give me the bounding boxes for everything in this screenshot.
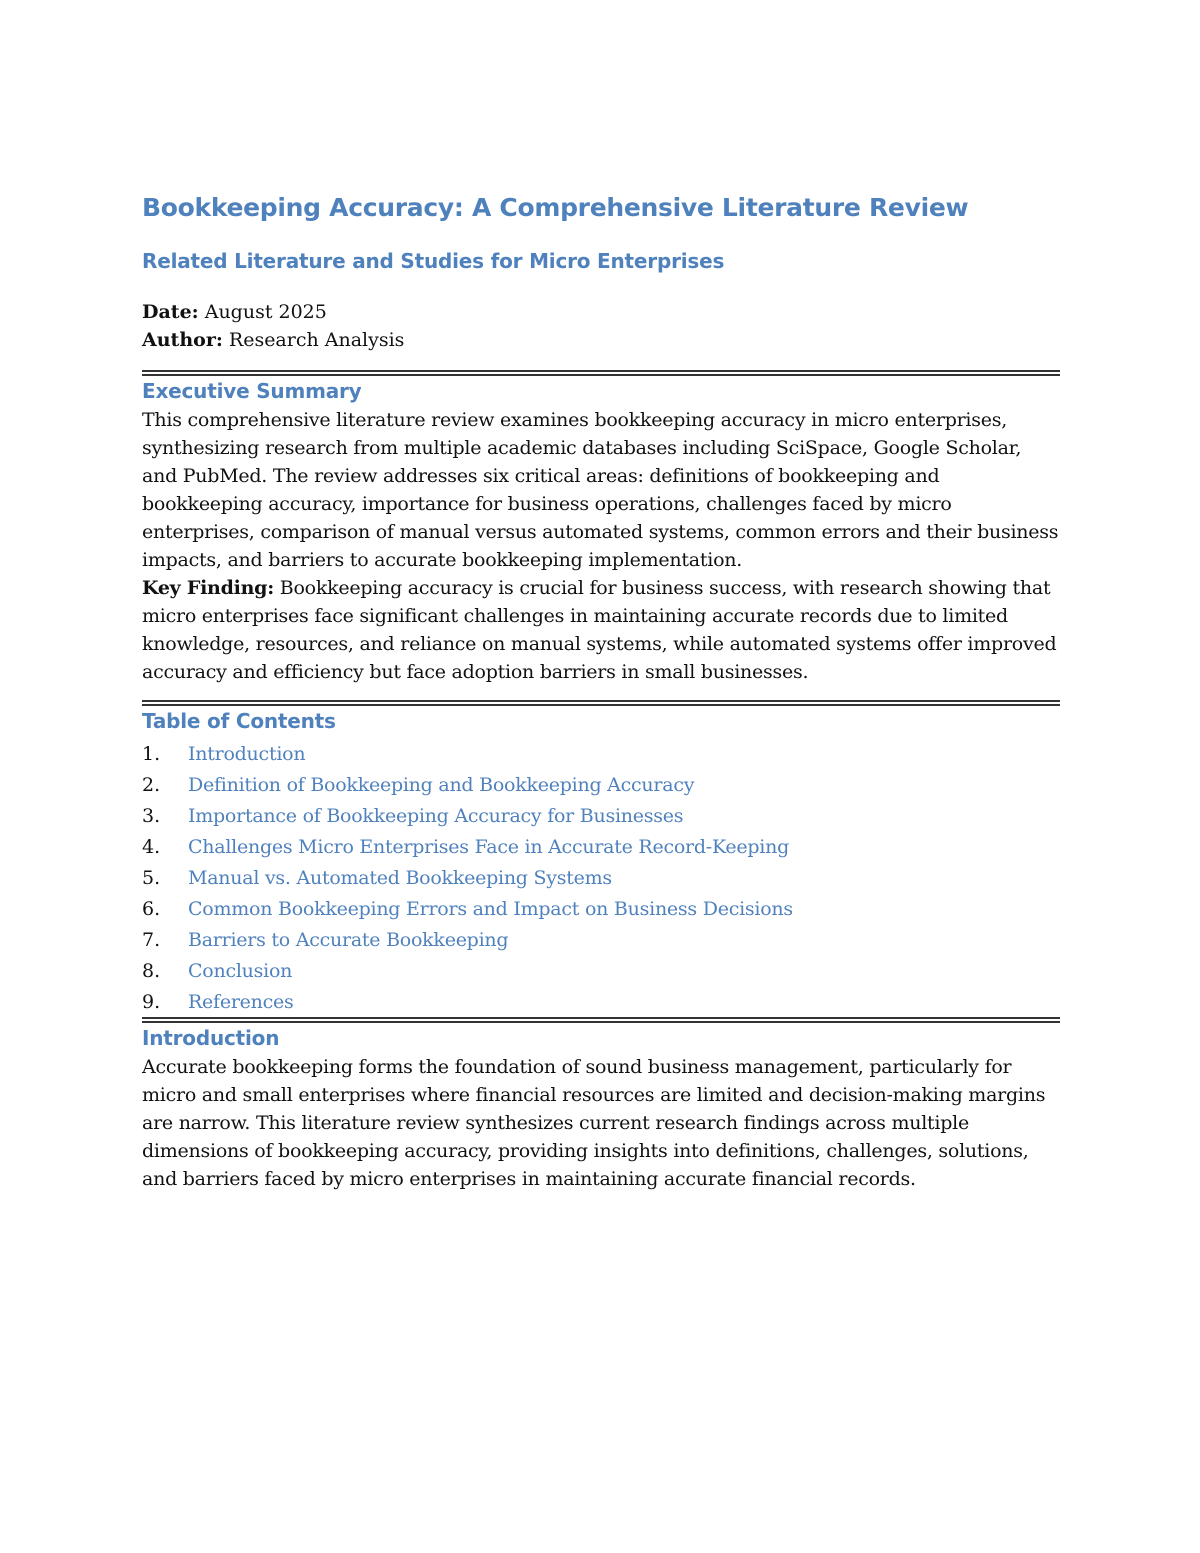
- key-finding-paragraph: [142, 574, 1060, 686]
- document-title: Bookkeeping Accuracy: A Comprehensive Literature Review: [142, 193, 969, 222]
- toc-link-conclusion[interactable]: Conclusion: [188, 960, 293, 982]
- toc-item-number: 7.: [142, 929, 161, 951]
- toc-item-number: 5.: [142, 867, 161, 889]
- toc-item-number: 2.: [142, 774, 161, 796]
- date-value: August 2025: [204, 301, 327, 323]
- toc-item-number: 9.: [142, 991, 161, 1013]
- toc-item-number: 3.: [142, 805, 161, 827]
- toc-heading: Table of Contents: [142, 709, 336, 733]
- toc-list: [142, 740, 1060, 1019]
- toc-link-barriers[interactable]: Barriers to Accurate Bookkeeping: [188, 929, 509, 951]
- date-line: [142, 298, 1060, 326]
- author-line: [142, 326, 1060, 354]
- toc-link-introduction[interactable]: Introduction: [188, 743, 306, 765]
- toc-item: [142, 957, 1060, 988]
- key-finding-label: Key Finding:: [142, 577, 274, 599]
- toc-item: [142, 833, 1060, 864]
- author-label: Author:: [142, 329, 223, 351]
- toc-link-common-errors[interactable]: Common Bookkeeping Errors and Impact on Business Decisions: [188, 898, 793, 920]
- toc-item-number: 1.: [142, 743, 161, 765]
- author-value: Research Analysis: [228, 329, 405, 351]
- toc-item: [142, 988, 1060, 1019]
- introduction-heading: Introduction: [142, 1026, 280, 1050]
- toc-link-manual-vs-automated[interactable]: Manual vs. Automated Bookkeeping Systems: [188, 867, 612, 889]
- introduction-paragraph: Accurate bookkeeping forms the foundation of sound business management, particularly for micro and small enterprises where financial resources are limited and decision-making margins are narrow. This literature review synthesizes current research findings across multiple dimensions of bookkeeping accuracy, providing insights into definitions, challenges, solutions, and barriers faced by micro enterprises in maintaining accurate financial records.: [142, 1056, 1046, 1190]
- toc-link-definition[interactable]: Definition of Bookkeeping and Bookkeeping Accuracy: [188, 774, 695, 796]
- toc-item: [142, 864, 1060, 895]
- toc-link-importance[interactable]: Importance of Bookkeeping Accuracy for Businesses: [188, 805, 684, 827]
- toc-link-references[interactable]: References: [188, 991, 294, 1013]
- date-label: Date:: [142, 301, 199, 323]
- toc-item: [142, 926, 1060, 957]
- toc-link-challenges[interactable]: Challenges Micro Enterprises Face in Accurate Record-Keeping: [188, 836, 790, 858]
- toc-item-number: 4.: [142, 836, 161, 858]
- toc-item: [142, 740, 1060, 771]
- executive-summary-heading: Executive Summary: [142, 379, 362, 403]
- document-page: [142, 190, 1060, 1193]
- toc-item: [142, 771, 1060, 802]
- key-finding-text: Bookkeeping accuracy is crucial for business success, with research showing that micro enterprises face significant challenges in maintaining accurate records due to limited knowledge, resources, and reliance on manual systems, while automated systems offer improved accuracy and efficiency but face adoption barriers in small businesses.: [142, 577, 1057, 683]
- toc-item: [142, 895, 1060, 926]
- toc-item: [142, 802, 1060, 833]
- toc-item-number: 6.: [142, 898, 161, 920]
- toc-item-number: 8.: [142, 960, 161, 982]
- executive-summary-paragraph: This comprehensive literature review examines bookkeeping accuracy in micro enterprises, synthesizing research from multiple academic databases including SciSpace, Google Scholar, and PubMed. The review addresses six critical areas: definitions of bookkeeping and bookkeeping accuracy, importance for business operations, challenges faced by micro enterprises, comparison of manual versus automated systems, common errors and their business impacts, and barriers to accurate bookkeeping implementation.: [142, 409, 1059, 571]
- document-meta: [142, 298, 1060, 354]
- document-subtitle: Related Literature and Studies for Micro Enterprises: [142, 249, 725, 273]
